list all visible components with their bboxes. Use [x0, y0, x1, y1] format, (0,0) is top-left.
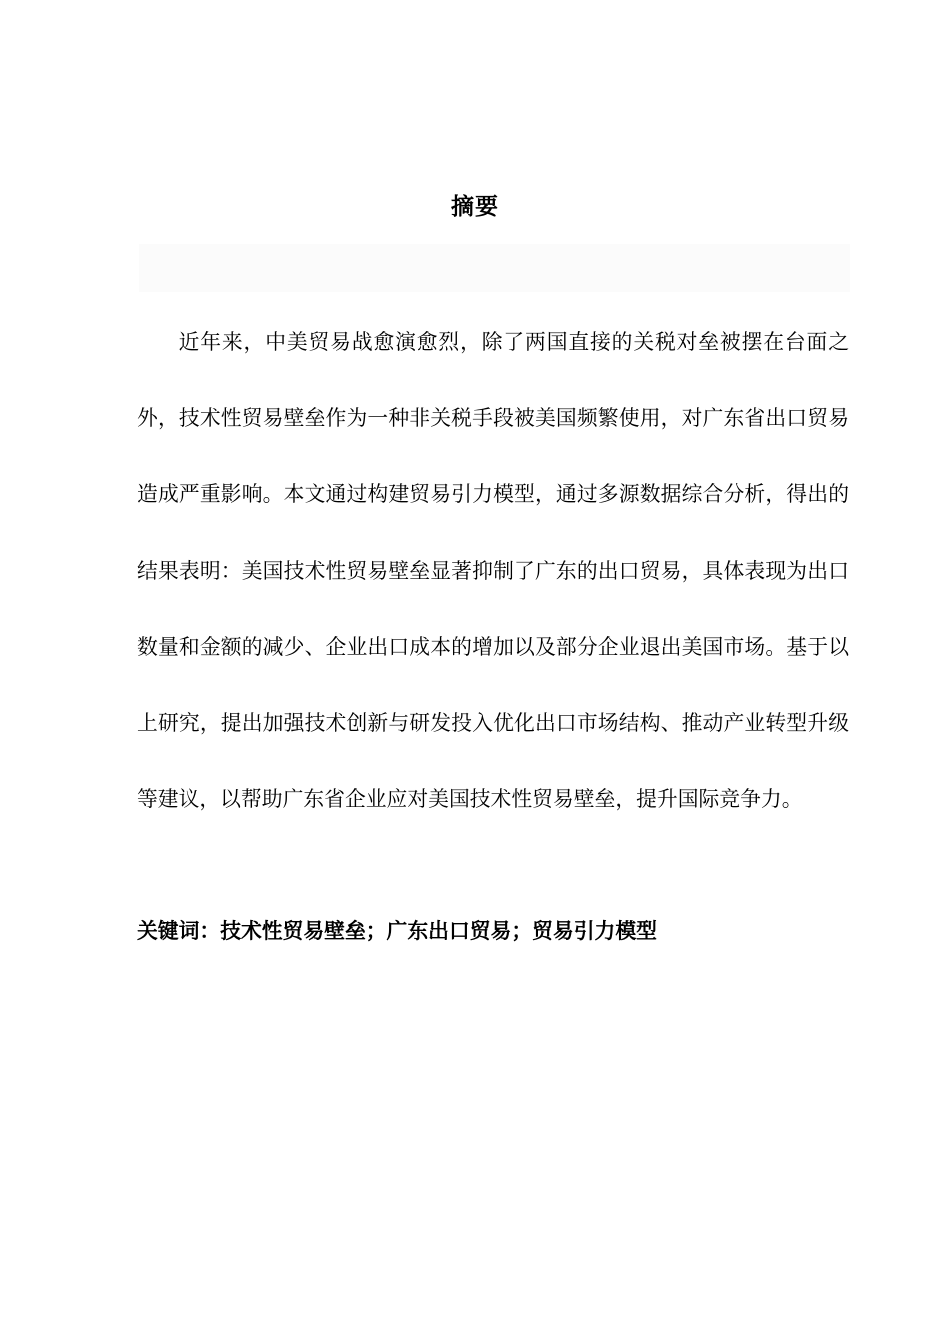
keywords-list: 技术性贸易壁垒；广东出口贸易；贸易引力模型	[220, 919, 657, 943]
keywords-line	[137, 912, 849, 950]
abstract-title: 摘要	[451, 194, 499, 220]
abstract-body: 近年来，中美贸易战愈演愈烈，除了两国直接的关税对垒被摆在台面之外，技术性贸易壁垒作为一种非关税手段被美国频繁使用，对广东省出口贸易造成严重影响。本文通过构建贸易引力模型，通过多源数据综合分析，得出的结果表明：美国技术性贸易壁垒显著抑制了广东的出口贸易，具体表现为出口数量和金额的减少、企业出口成本的增加以及部分企业退出美国市场。基于以上研究，提出加强技术创新与研发投入优化出口市场结构、推动产业转型升级等建议，以帮助广东省企业应对美国技术性贸易壁垒，提升国际竞争力。	[137, 330, 849, 812]
blank-line-band	[139, 244, 850, 292]
keywords-label: 关键词：	[137, 919, 221, 943]
